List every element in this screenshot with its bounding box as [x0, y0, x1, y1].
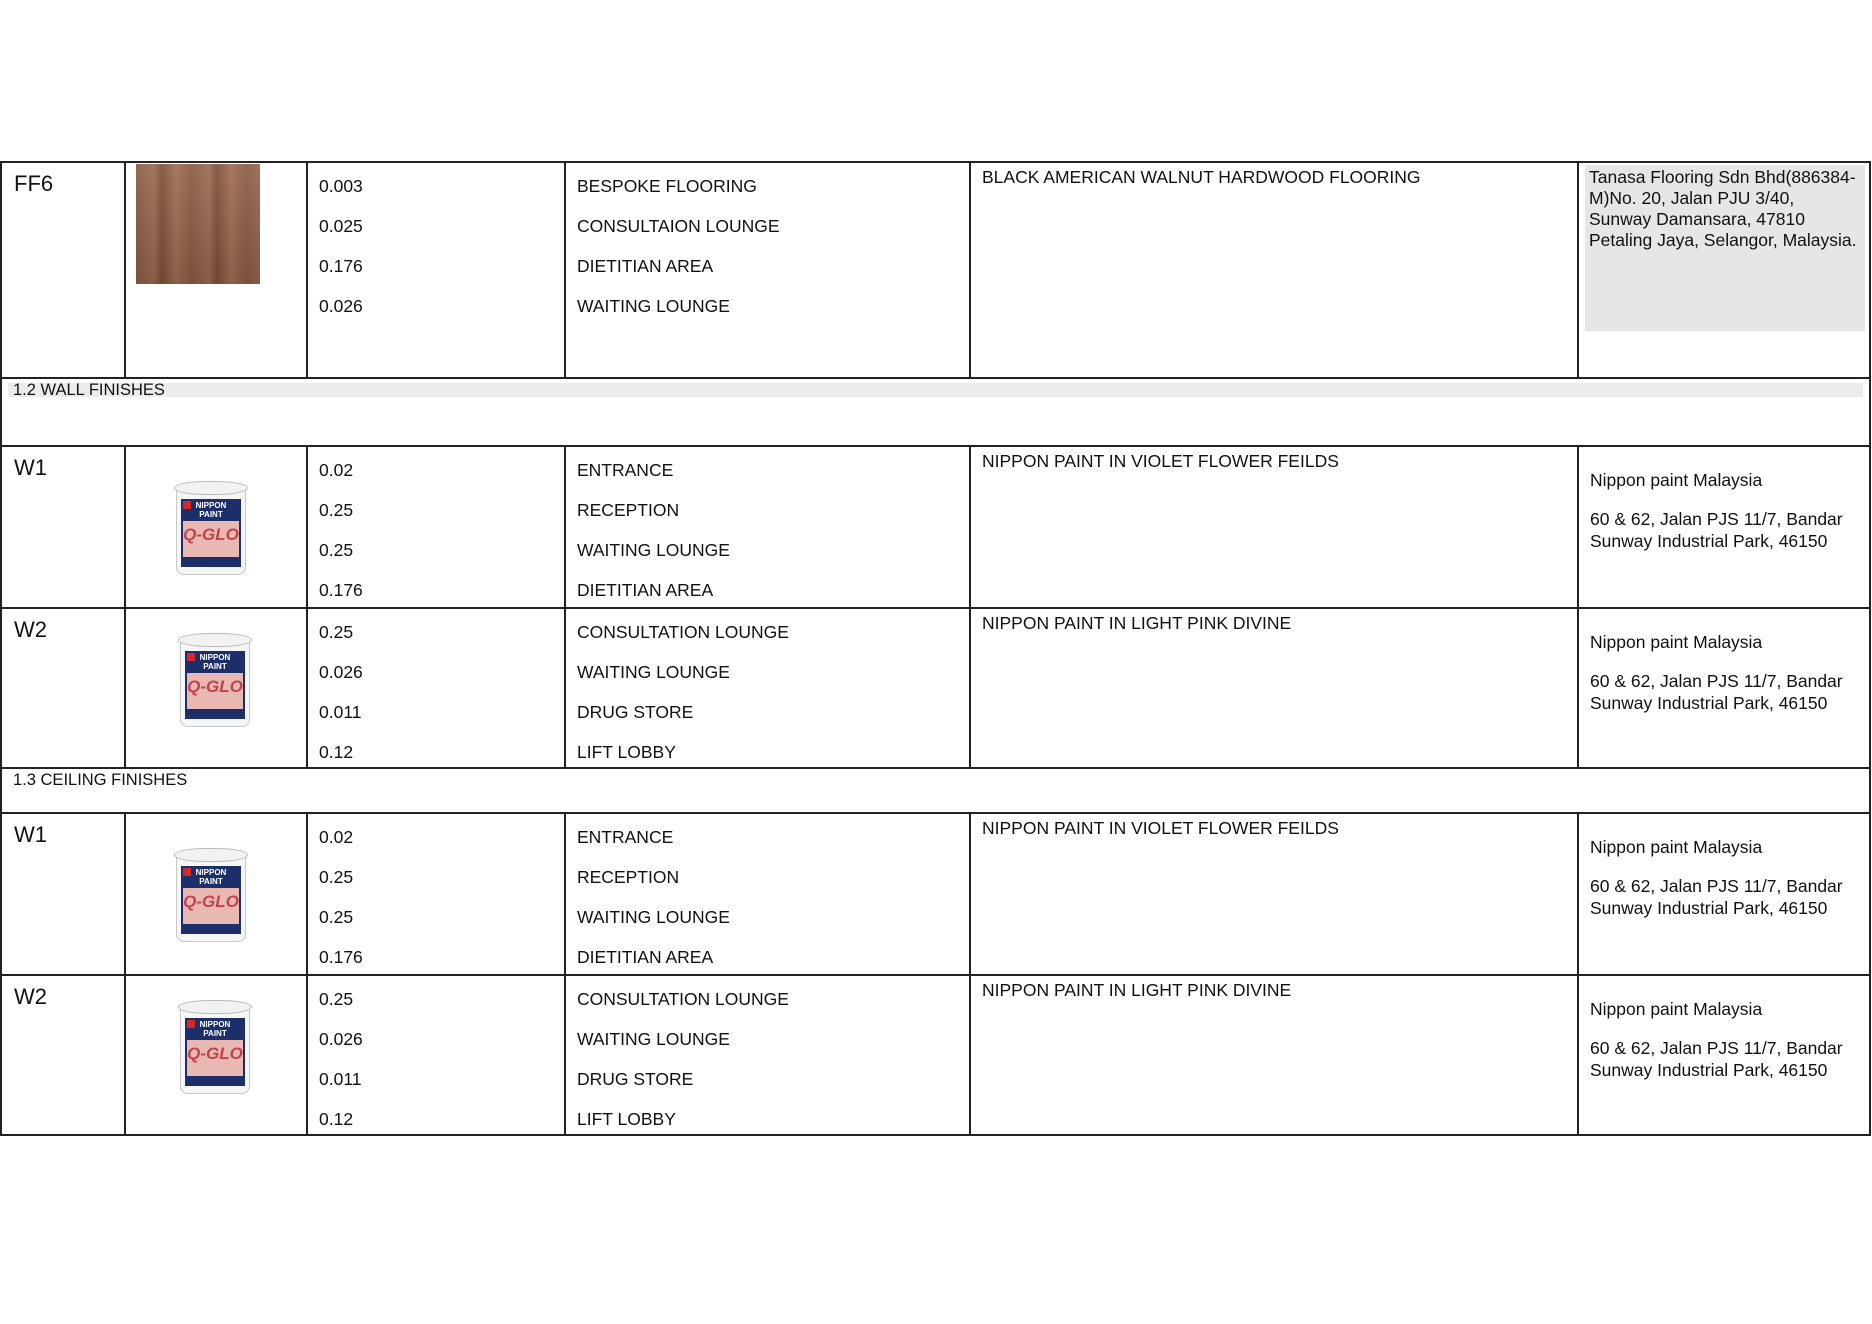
area-name: WAITING LOUNGE [577, 662, 730, 682]
area-cell [566, 447, 971, 607]
code-cell [0, 609, 126, 767]
item-code: W1 [14, 822, 47, 847]
area-name: WAITING LOUNGE [577, 907, 730, 927]
area-name: WAITING LOUNGE [577, 540, 730, 560]
paint-bucket-icon [172, 848, 250, 944]
bucket-brand: NIPPON PAINT [199, 653, 231, 671]
item-code: W2 [14, 984, 47, 1009]
section-header-wall [0, 379, 1871, 447]
quantity-value: 0.12 [319, 742, 354, 762]
quantity-cell [308, 609, 566, 767]
table-row-ceiling-w2 [0, 976, 1871, 1136]
supplier-address: 60 & 62, Jalan PJS 11/7, Bandar Sunway Industrial Park, 46150 [1590, 671, 1843, 713]
area-name: CONSULTAION LOUNGE [577, 216, 780, 236]
quantity-cell [308, 976, 566, 1134]
area-cell [566, 976, 971, 1134]
item-code: W2 [14, 617, 47, 642]
paint-bucket-icon [176, 633, 254, 729]
supplier-cell [1579, 163, 1871, 377]
paint-bucket-icon [172, 481, 250, 577]
quantity-value: 0.25 [319, 540, 354, 560]
quantity-value: 0.25 [319, 622, 354, 642]
table-row-wall-w2 [0, 609, 1871, 769]
image-cell [126, 976, 308, 1134]
quantity-value: 0.026 [319, 662, 363, 682]
image-cell [126, 609, 308, 767]
description-cell [971, 976, 1579, 1134]
description-cell [971, 814, 1579, 974]
supplier-details: Tanasa Flooring Sdn Bhd(886384-M)No. 20, Jalan PJU 3/40, Sunway Damansara, 47810 Petaling Jaya, Selangor, Malaysia. [1585, 165, 1865, 331]
section-title: 1.2 WALL FINISHES [13, 381, 165, 399]
section-title: 1.3 CEILING FINISHES [13, 771, 188, 789]
area-cell [566, 609, 971, 767]
code-cell [0, 976, 126, 1134]
area-name: ENTRANCE [577, 460, 674, 480]
material-description: NIPPON PAINT IN LIGHT PINK DIVINE [982, 980, 1292, 1000]
description-cell [971, 163, 1579, 377]
quantity-value: 0.025 [319, 216, 363, 236]
quantity-value: 0.176 [319, 256, 363, 276]
area-name: DIETITIAN AREA [577, 580, 714, 600]
supplier-cell [1579, 814, 1871, 974]
area-name: DIETITIAN AREA [577, 947, 714, 967]
quantity-value: 0.25 [319, 867, 354, 887]
quantity-value: 0.026 [319, 296, 363, 316]
quantity-value: 0.25 [319, 907, 354, 927]
area-name: ENTRANCE [577, 827, 674, 847]
section-band [8, 383, 1863, 397]
quantity-value: 0.25 [319, 500, 354, 520]
table-row-ceiling-w1 [0, 814, 1871, 976]
image-cell [126, 814, 308, 974]
quantity-cell [308, 163, 566, 377]
area-name: DRUG STORE [577, 702, 694, 722]
supplier-address: 60 & 62, Jalan PJS 11/7, Bandar Sunway Industrial Park, 46150 [1590, 876, 1843, 918]
supplier-name: Nippon paint Malaysia [1590, 999, 1763, 1019]
code-cell [0, 447, 126, 607]
image-cell [126, 447, 308, 607]
bucket-product: Q-GLO [183, 525, 239, 544]
image-cell [126, 163, 308, 377]
area-name: WAITING LOUNGE [577, 296, 730, 316]
area-name: RECEPTION [577, 867, 680, 887]
supplier-address: 60 & 62, Jalan PJS 11/7, Bandar Sunway Industrial Park, 46150 [1590, 509, 1843, 551]
code-cell [0, 163, 126, 377]
area-name: BESPOKE FLOORING [577, 176, 757, 196]
area-name: LIFT LOBBY [577, 1109, 676, 1129]
material-description: NIPPON PAINT IN LIGHT PINK DIVINE [982, 613, 1292, 633]
item-code: W1 [14, 455, 47, 480]
bucket-brand: NIPPON PAINT [199, 1020, 231, 1038]
walnut-wood-sample [136, 164, 260, 284]
material-description: NIPPON PAINT IN VIOLET FLOWER FEILDS [982, 818, 1339, 838]
bucket-product: Q-GLO [187, 1044, 243, 1063]
area-name: RECEPTION [577, 500, 680, 520]
area-name: DIETITIAN AREA [577, 256, 714, 276]
item-code: FF6 [14, 171, 54, 196]
bucket-product: Q-GLO [183, 892, 239, 911]
material-description: NIPPON PAINT IN VIOLET FLOWER FEILDS [982, 451, 1339, 471]
area-name: CONSULTATION LOUNGE [577, 622, 789, 642]
material-description: BLACK AMERICAN WALNUT HARDWOOD FLOORING [982, 167, 1421, 187]
quantity-value: 0.25 [319, 989, 354, 1009]
area-name: WAITING LOUNGE [577, 1029, 730, 1049]
quantity-value: 0.011 [319, 702, 362, 722]
area-name: LIFT LOBBY [577, 742, 676, 762]
description-cell [971, 447, 1579, 607]
bucket-brand: NIPPON PAINT [195, 868, 227, 886]
supplier-cell [1579, 609, 1871, 767]
quantity-cell [308, 814, 566, 974]
description-cell [971, 609, 1579, 767]
finishes-schedule-table [0, 161, 1871, 1136]
section-header-ceiling [0, 769, 1871, 814]
supplier-cell [1579, 976, 1871, 1134]
quantity-value: 0.011 [319, 1069, 362, 1089]
area-cell [566, 163, 971, 377]
bucket-product: Q-GLO [187, 677, 243, 696]
paint-bucket-icon [176, 1000, 254, 1096]
supplier-address: 60 & 62, Jalan PJS 11/7, Bandar Sunway Industrial Park, 46150 [1590, 1038, 1843, 1080]
quantity-value: 0.02 [319, 827, 354, 847]
area-cell [566, 814, 971, 974]
quantity-value: 0.026 [319, 1029, 363, 1049]
table-row-ff6 [0, 161, 1871, 379]
quantity-value: 0.176 [319, 580, 363, 600]
quantity-value: 0.176 [319, 947, 363, 967]
area-name: CONSULTATION LOUNGE [577, 989, 789, 1009]
quantity-value: 0.02 [319, 460, 354, 480]
bucket-brand: NIPPON PAINT [195, 501, 227, 519]
supplier-cell [1579, 447, 1871, 607]
table-row-wall-w1 [0, 447, 1871, 609]
area-name: DRUG STORE [577, 1069, 694, 1089]
quantity-value: 0.12 [319, 1109, 354, 1129]
supplier-name: Nippon paint Malaysia [1590, 632, 1763, 652]
supplier-name: Nippon paint Malaysia [1590, 470, 1763, 490]
quantity-cell [308, 447, 566, 607]
supplier-name: Nippon paint Malaysia [1590, 837, 1763, 857]
quantity-value: 0.003 [319, 176, 363, 196]
code-cell [0, 814, 126, 974]
